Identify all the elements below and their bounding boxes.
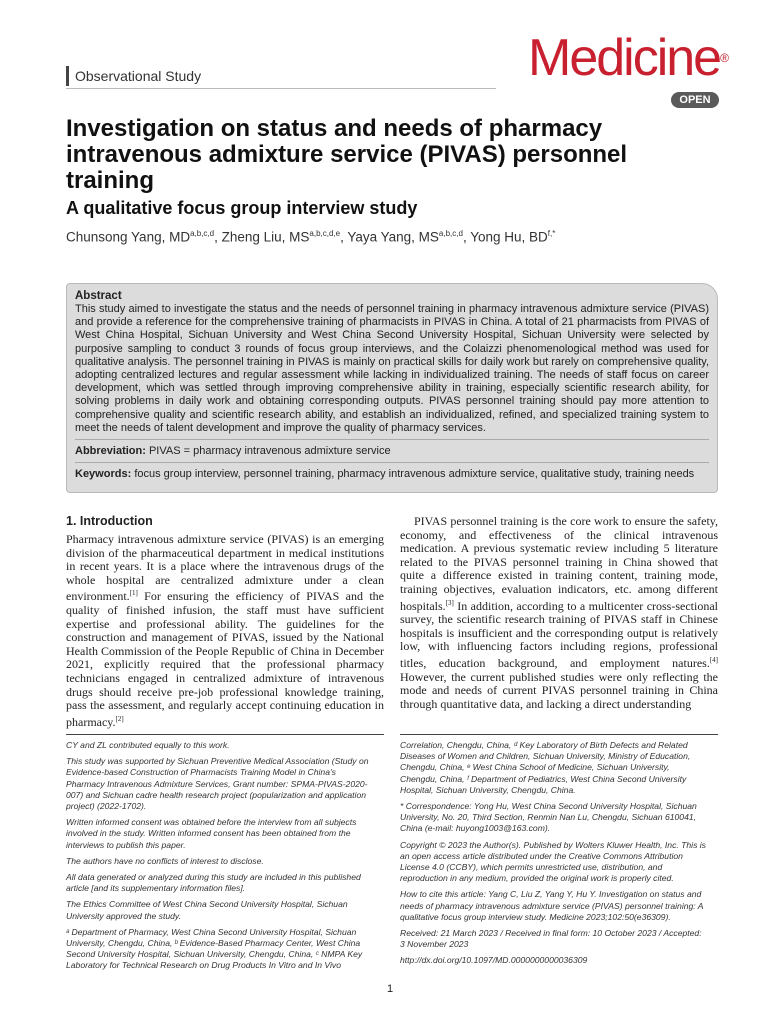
journal-registered-mark: ® bbox=[720, 51, 729, 65]
abstract-divider bbox=[75, 462, 709, 463]
footnote: How to cite this article: Yang C, Liu Z, Yang Y, Hu Y. Investigation on status and needs of pharmacy intravenous admixture service (PIVAS) personnel training: A qualitative focus group interview study. Medicine 2023;102:50(e36309). bbox=[400, 889, 704, 922]
footnote: All data generated or analyzed during this study are included in this published article [and its supplementary information files]. bbox=[66, 872, 361, 894]
abstract-box bbox=[66, 283, 718, 493]
footnote: http://dx.doi.org/10.1097/MD.0000000000036309 bbox=[400, 955, 588, 966]
keywords-text: focus group interview, personnel training, pharmacy intravenous admixture service, qualitative study, training needs bbox=[134, 468, 695, 481]
citation-ref: [4] bbox=[709, 655, 718, 664]
abstract-heading: Abstract bbox=[75, 290, 122, 302]
abbreviation-line bbox=[75, 444, 709, 458]
author-affiliation: a,b,c,d bbox=[190, 229, 215, 238]
footnote-divider-left bbox=[66, 734, 384, 735]
article-title: Investigation on status and needs of pharmacy intravenous admixture service (PIVAS) personnel training bbox=[66, 115, 628, 194]
author-name: Zheng Liu, MS bbox=[221, 229, 310, 245]
body-text: PIVAS personnel training is the core work to ensure the safety, economy, and effectiveness of the clinical intravenous medication. A previous systematic review including 5 literature related to the PIVAS personnel training in China showed that quite a difference existed in training content, training mode, training objectives, evaluation indicators, etc. among different hospitals. bbox=[400, 514, 718, 613]
keywords-label: Keywords: bbox=[75, 468, 132, 481]
abbreviation-label: Abbreviation: bbox=[75, 445, 146, 458]
article-subtitle: A qualitative focus group interview study bbox=[66, 198, 418, 218]
footnote: * Correspondence: Yong Hu, West China Second University Hospital, Sichuan University, No. 20, Third Section, Renmin Nan Lu, Chengdu, Sichuan 610041, China (e-mail: huyong1003@163.com). bbox=[400, 801, 697, 834]
footnotes-left bbox=[66, 740, 372, 977]
page-number: 1 bbox=[386, 983, 394, 995]
keywords-line bbox=[75, 467, 709, 481]
footnote: CY and ZL contributed equally to this work. bbox=[66, 740, 230, 750]
author-affiliation: f,* bbox=[547, 229, 556, 238]
footnote: Correlation, Chengdu, China, ᵈ Key Laboratory of Birth Defects and Related Diseases of Women and Children, Sichuan University, Ministry of Education, Chengdu, China, ᵉ West China School of Medicine, Sichuan University, Chengdu, China, ᶠ Department of Pediatrics, West China Second University Hospital, Sichuan University, Chengdu, China. bbox=[400, 740, 691, 795]
author-list: Chunsong Yang, MD$^{a,b,c,d}$, Zheng Liu, MS$^{a,b,c,d,e}$, Yaya Yang, MS$^{a,b,c,d}$, Yong Hu, $BD^{f,*}$ bbox=[66, 229, 556, 245]
footnote: The authors have no conflicts of interest to disclose. bbox=[66, 855, 264, 866]
footnotes-right bbox=[400, 740, 706, 972]
author-affiliation: a,b,c,d bbox=[438, 229, 463, 238]
footnote-divider-right bbox=[400, 734, 718, 735]
body-text: In addition, according to a multicenter cross-sectional survey, the scientific research training of PIVAS staff in Chinese hospitals is insufficient and the corresponding output is relatively low, with influencing factors including regions, professional titles, education background, and employment natures. bbox=[400, 598, 718, 670]
footnote: Copyright © 2023 the Author(s). Published by Wolters Kluwer Health, Inc. This is an open access article distributed under the Creative Commons Attribution License 4.0 (CCBY), which permits unrestricted use, distribution, and reproduction in any medium, provided the original work is properly cited. bbox=[400, 839, 706, 884]
citation-ref: [3] bbox=[445, 598, 454, 607]
footnote: Written informed consent was obtained before the interview from all subjects involved in the study. Written informed consent has been obtained from the interviews to publish this paper. bbox=[66, 817, 357, 850]
journal-logo bbox=[528, 28, 729, 88]
citation-ref: [2] bbox=[115, 714, 124, 723]
author-name: Yaya Yang, MS bbox=[347, 229, 439, 245]
citation-ref: [1] bbox=[129, 589, 138, 598]
footnote: The Ethics Committee of West China Second University Hospital, Sichuan University approved the study. bbox=[66, 899, 348, 921]
author-affiliation: a,b,c,d,e bbox=[309, 229, 341, 238]
body-text: Pharmacy intravenous admixture service (PIVAS) is an emerging division of the pharmaceutical department in medical institutions in recent years. It is a place where the intravenous drugs of the whole hospital are centralized admixture under a clean environment. bbox=[66, 532, 384, 604]
abstract-text: This study aimed to investigate the status and the needs of personnel training in pharmacy intravenous admixture service (PIVAS) and provide a reference for the comprehensive training of pharmacists in PIVAS in China. A total of 21 pharmacists from PIVAS of West China Hospital, Sichuan University and West China Second University Hospital, Sichuan University were selected by purposive sampling to conduct 3 rounds of focus group interviews, and the Colaizzi phenomenological method was used for qualitative analysis. The personnel training in PIVAS is mainly on practical skills for daily work but rarely on comprehensive quality, adopting centralized lectures and regular assessment while lacking in individualized training. The needs of staff focus on career development, which was settled through improving comprehensive ability in training, especially scientific research ability, for solving problems in daily work and obtaining corresponding outputs. PIVAS personnel training should pay more attention to comprehensive quality and scientific research ability, and establish an individualized, refined, and specialized training system to meet the needs of talent development and improve the quality of pharmacy services. bbox=[75, 303, 709, 434]
open-access-badge: OPEN bbox=[671, 92, 719, 108]
journal-name: Medicine bbox=[528, 29, 721, 87]
abstract-divider bbox=[75, 439, 709, 440]
footnote: ᵃ Department of Pharmacy, West China Second University Hospital, Sichuan University, Chengdu, China, ᵇ Evidence-Based Pharmacy Center, West China Second University Hospital, Sichuan University, Chengdu, China, ᶜ NMPA Key Laboratory for Technical Research on Drug Products In Vitro and In Vivo bbox=[66, 926, 363, 971]
body-text: For ensuring the efficiency of PIVAS and the quality of finished infusion, the staff must have sufficient expertise and professional ability. The guidelines for the construction and management of PIVAS, issued by the National Health Commission of the People Republic of China in December 2021, explicitly required that the professional pharmacy technicians engaged in centralized admixture of intravenous drugs should receive pre-job professional knowledge training, pass the assessment, and regularly accept continuing education in pharmacy. bbox=[66, 589, 384, 729]
author-name: Chunsong Yang, MD bbox=[66, 229, 191, 245]
section-divider bbox=[66, 88, 496, 89]
abbreviation-text: PIVAS = pharmacy intravenous admixture service bbox=[148, 445, 391, 458]
footnote: Received: 21 March 2023 / Received in final form: 10 October 2023 / Accepted: 3 November 2023 bbox=[400, 928, 702, 950]
section-label: Observational Study bbox=[66, 66, 201, 86]
section-heading-introduction: 1. Introduction bbox=[66, 514, 153, 528]
footnote: This study was supported by Sichuan Preventive Medical Association (Study on Evidence-based Construction of Pharmacists Training Model in China's Pharmacy Intravenous Admixture Services, Grant number: SPMA-PIVAS-2020-007) and Sichuan cadre health research project (popularization and application project) (2022-1702). bbox=[66, 756, 369, 812]
body-column-right bbox=[400, 515, 718, 711]
body-column-left bbox=[66, 533, 384, 729]
body-text: However, the current published studies were only reflecting the mode and needs of current PIVAS personnel training in China through quantitative data, and lacking a direct understanding bbox=[400, 669, 718, 711]
author-name: Yong Hu, BD bbox=[470, 229, 548, 245]
